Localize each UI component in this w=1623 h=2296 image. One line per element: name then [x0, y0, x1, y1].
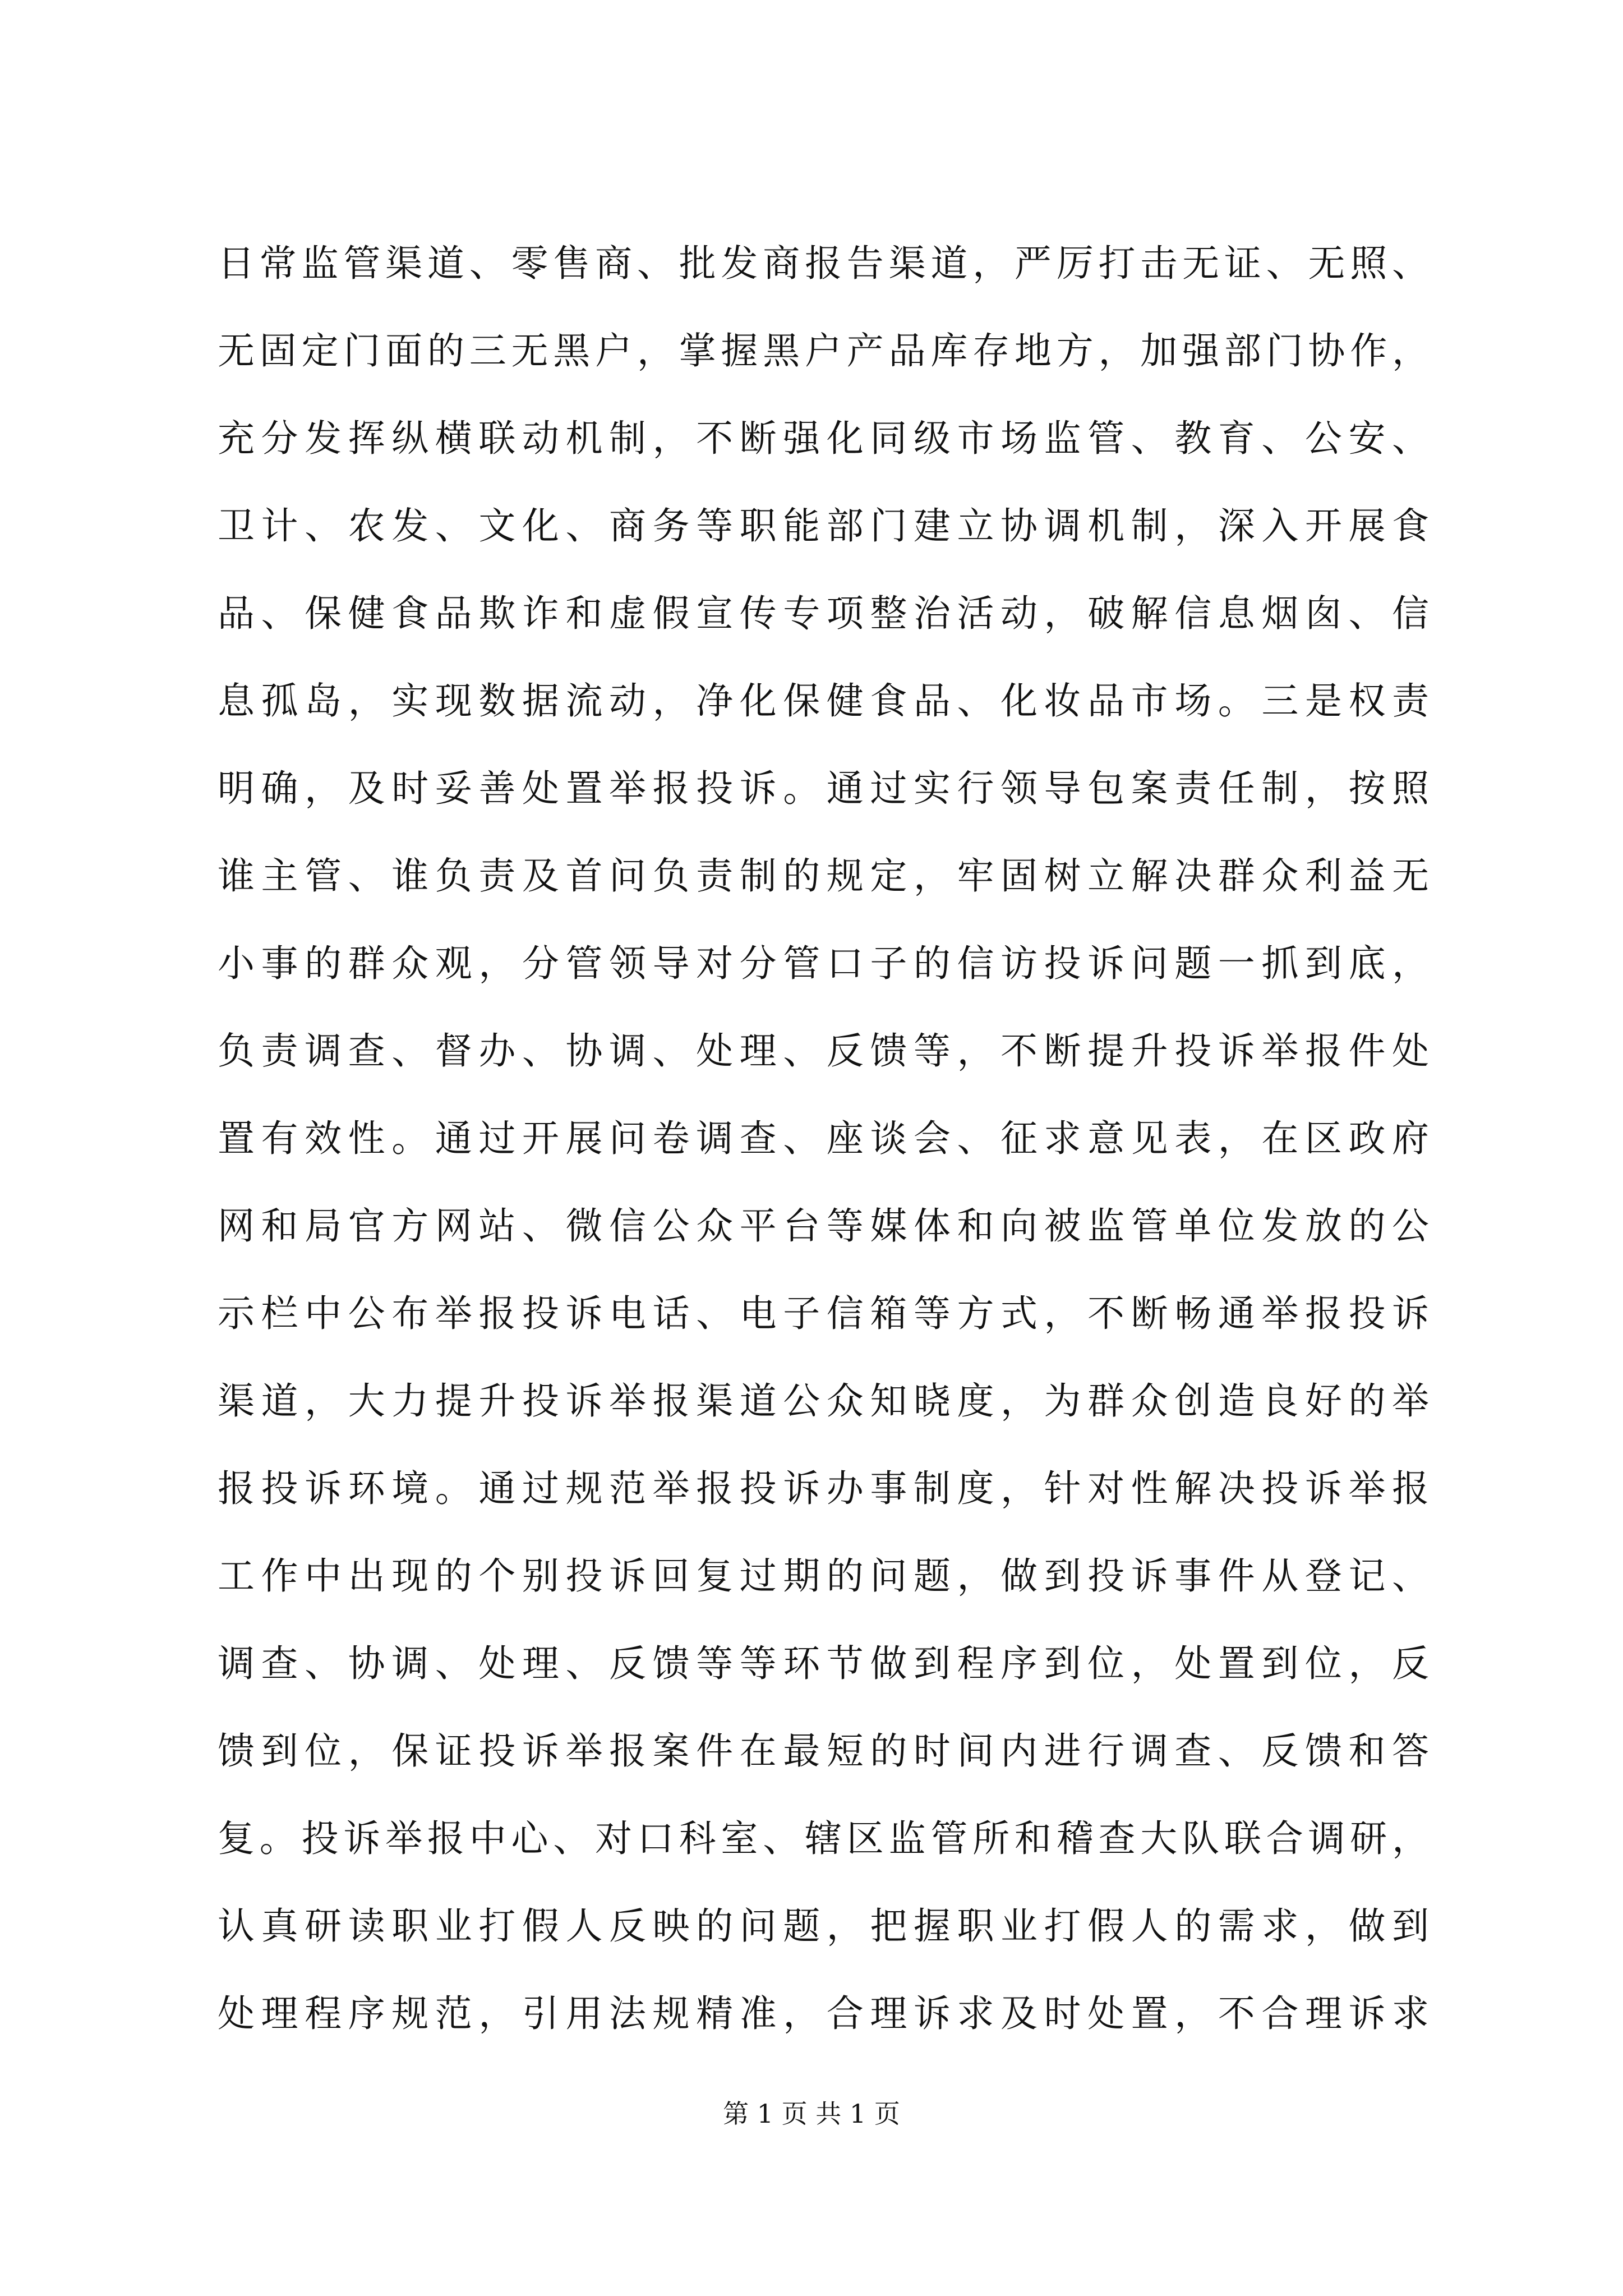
- text-line: 示栏中公布举报投诉电话、电子信箱等方式，不断畅通举报投诉: [218, 1292, 1429, 1335]
- text-line: 小事的群众观，分管领导对分管口子的信访投诉问题一抓到底，: [218, 942, 1429, 985]
- text-line: 置有效性。通过开展问卷调查、座谈会、征求意见表，在区政府: [218, 1117, 1429, 1160]
- body-text: [218, 220, 1429, 2058]
- text-line: 品、保健食品欺诈和虚假宣传专项整治活动，破解信息烟囱、信: [218, 592, 1429, 635]
- text-line: 日常监管渠道、零售商、批发商报告渠道，严厉打击无证、无照、: [218, 242, 1429, 285]
- text-line: 工作中出现的个别投诉回复过期的问题，做到投诉事件从登记、: [218, 1554, 1429, 1598]
- text-line: 网和局官方网站、微信公众平台等媒体和向被监管单位发放的公: [218, 1204, 1429, 1248]
- text-line: 调查、协调、处理、反馈等等环节做到程序到位，处置到位，反: [218, 1642, 1429, 1685]
- text-line: 报投诉环境。通过规范举报投诉办事制度，针对性解决投诉举报: [218, 1467, 1429, 1510]
- text-line: 处理程序规范，引用法规精准，合理诉求及时处置，不合理诉求: [218, 1992, 1429, 2035]
- text-line: 息孤岛，实现数据流动，净化保健食品、化妆品市场。三是权责: [218, 679, 1429, 723]
- text-line: 充分发挥纵横联动机制，不断强化同级市场监管、教育、公安、: [218, 417, 1429, 460]
- text-line: 无固定门面的三无黑户，掌握黑户产品库存地方，加强部门协作，: [218, 329, 1429, 372]
- text-line: 明确，及时妥善处置举报投诉。通过实行领导包案责任制，按照: [218, 767, 1429, 810]
- text-line: 认真研读职业打假人反映的问题，把握职业打假人的需求，做到: [218, 1904, 1429, 1948]
- text-line: 卫计、农发、文化、商务等职能部门建立协调机制，深入开展食: [218, 504, 1429, 547]
- text-line: 馈到位，保证投诉举报案件在最短的时间内进行调查、反馈和答: [218, 1729, 1429, 1773]
- text-line: 谁主管、谁负责及首问负责制的规定，牢固树立解决群众利益无: [218, 854, 1429, 898]
- text-line: 复。投诉举报中心、对口科室、辖区监管所和稽查大队联合调研，: [218, 1817, 1429, 1860]
- page-footer: 第 1 页 共 1 页: [723, 2099, 900, 2129]
- text-line: 负责调查、督办、协调、处理、反馈等，不断提升投诉举报件处: [218, 1029, 1429, 1073]
- text-line: 渠道，大力提升投诉举报渠道公众知晓度，为群众创造良好的举: [218, 1379, 1429, 1423]
